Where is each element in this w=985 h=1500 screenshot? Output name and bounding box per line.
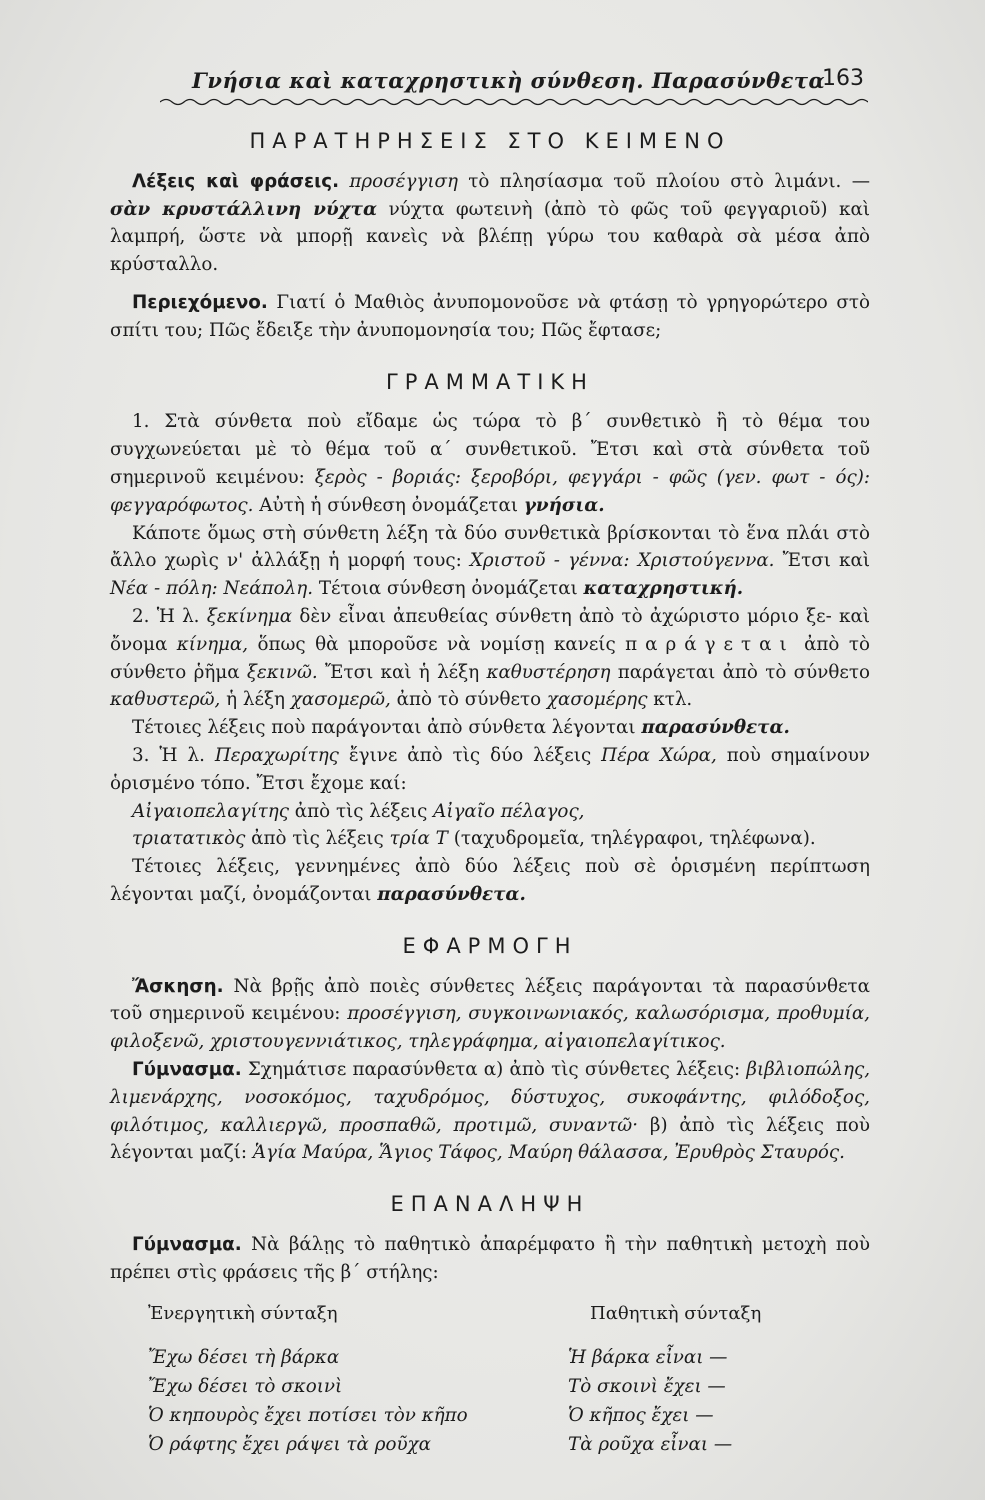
term-krystallini: σὰν κρυστάλλινη νύχτα bbox=[110, 198, 378, 220]
passive-phrase: Ἡ βάρκα εἶναι — bbox=[568, 1347, 728, 1369]
example-segment: Αἰγαιοπελαγίτης bbox=[132, 800, 289, 822]
paragraph-gymnasma-1 bbox=[110, 1056, 870, 1167]
section-title-application: ΕΦΑΡΜΟΓΗ bbox=[402, 933, 578, 958]
text-segment: ἡ λέξη bbox=[220, 689, 291, 711]
example-segment: καθυστερῶ, bbox=[110, 689, 221, 711]
active-phrase: Ὁ ράφτης ἔχει ράψει τὰ ροῦχα bbox=[148, 1434, 431, 1456]
active-phrase: Ἔχω δέσει τὸ σκοινὶ bbox=[148, 1376, 343, 1398]
example-segment: προσέγγιση, συγκοινωνιακός, καλωσόρισμα, προθυμία, φιλοξενῶ, χριστουγεννιάτικος, τηλεγράφημα, αἰγαιοπελαγίτικος. bbox=[110, 1003, 870, 1053]
example-segment: χασομέρης bbox=[546, 689, 648, 711]
text-segment: 3. Ἡ λ. bbox=[132, 744, 215, 766]
text-segment: (ταχυδρομεῖα, τηλέγραφοι, τηλέφωνα). bbox=[447, 828, 816, 850]
example-segment: βιβλιοπώλης, λιμενάρχης, νοσοκόμος, ταχυδρόμος, δύστυχος, συκοφάντης, φιλόδοξος, φιλότιμος, καλλιεργῶ, προσπαθῶ, προτιμῶ, συναντῶ· bbox=[110, 1058, 870, 1136]
page-number: 163 bbox=[822, 66, 864, 91]
text-segment: Γιατί ὁ Μαθιὸς ἀνυπομονοῦσε νὰ φτάσῃ τὸ γρηγορώτερο bbox=[267, 291, 837, 313]
paragraph-periexomeno bbox=[110, 289, 870, 345]
example-segment: τρία Τ bbox=[389, 828, 448, 850]
text-segment: Νὰ βάλῃς τὸ παθητικὸ ἀπαρέμφατο ἢ τὴν παθητικὴ μετοχὴ ποὺ πρέπει στὶς φράσεις τῆς β΄ στήλης: bbox=[110, 1233, 870, 1283]
term-gnisia: γνήσια. bbox=[523, 494, 605, 516]
text-segment: Νὰ βρῇς ἀπὸ ποιὲς σύνθετες λέξεις παράγονται τὰ παρασύνθετα τοῦ σημερινοῦ κειμένου: bbox=[110, 975, 870, 1025]
paragraph-grammar-3 bbox=[110, 603, 870, 714]
lead-gymnasma-2: Γύμνασμα. bbox=[132, 1233, 242, 1255]
text-segment: Σχημάτισε παρασύνθετα α) ἀπὸ τὶς σύνθετες λέξεις: bbox=[241, 1058, 747, 1080]
example-line-2 bbox=[132, 825, 870, 853]
text-segment: ἀπὸ τὶς λέξεις bbox=[245, 828, 390, 850]
text-segment: 1. Στὰ σύνθετα ποὺ εἴδαμε ὡς τώρα τὸ β΄ συνθετικὸ ἢ τὸ θέμα του συγχωνεύεται μὲ τὸ θέμα τοῦ α΄ συνθετικοῦ. Ἔτσι καὶ στὰ σύνθετα τοῦ σημερινοῦ κειμένου: bbox=[110, 411, 870, 488]
page-content bbox=[110, 128, 870, 1460]
text-segment: ; Πῶς ἔδειξε τὴν ἀνυπομονησία του; Πῶς ἔφτασε; bbox=[197, 319, 662, 341]
text-segment: ἀπὸ τὶς λέξεις bbox=[288, 800, 434, 822]
exercise-table-header bbox=[110, 1300, 870, 1334]
text-segment: β) ἀπὸ τὶς λέξεις ποὺ λέγονται μαζί: bbox=[110, 1114, 870, 1164]
section-title-revision: ΕΠΑΝΑΛΗΨΗ bbox=[390, 1192, 590, 1217]
example-segment: Νέα - πόλη: Νεάπολη. bbox=[110, 578, 314, 600]
text-segment: ἔγινε ἀπὸ τὶς δύο λέξεις bbox=[338, 744, 602, 766]
section-title-grammar: ΓΡΑΜΜΑΤΙΚΗ bbox=[386, 369, 594, 394]
text-segment: Κάποτε ὅμως στὴ σύνθετη λέξη τὰ δύο συνθετικὰ βρίσκονται τὸ ἕνα πλάι στὸ ἄλλο χωρὶς ν' ἀλλάξῃ ἡ μορφή τους: bbox=[110, 522, 870, 572]
paragraph-grammar-5 bbox=[110, 742, 870, 798]
page-header bbox=[160, 66, 868, 102]
text-segment: Τέτοιες λέξεις, γεννημένες ἀπὸ δύο λέξεις ποὺ σὲ ὁρισμένη περίπτωση λέγονται μαζί, ὀνομάζονται bbox=[110, 856, 870, 905]
passive-phrase: Τὸ σκοινὶ ἔχει — bbox=[568, 1376, 726, 1398]
paragraph-grammar-1 bbox=[110, 408, 870, 519]
active-phrase: Ὁ κηπουρὸς ἔχει ποτίσει τὸν κῆπο bbox=[148, 1405, 468, 1427]
example-line-1 bbox=[132, 798, 870, 826]
text-segment: ποὺ σημαίνουν ὁρισμένο τόπο. Ἔτσι ἔχομε καί: bbox=[110, 744, 870, 794]
example-segment: χασομερῶ, bbox=[290, 689, 391, 711]
example-segment: Χριστοῦ - γέννα: Χριστούγεννα. bbox=[469, 550, 775, 572]
text-segment: Ἔτσι καὶ bbox=[774, 550, 870, 572]
text-segment: Τέτοιες λέξεις ποὺ παράγονται ἀπὸ σύνθετα λέγονται bbox=[132, 717, 642, 739]
example-segment: Αἰγαῖο πέλαγος, bbox=[433, 800, 585, 822]
text-segment: Τέτοια σύνθεση ὀνομάζεται bbox=[313, 578, 584, 600]
example-segment: ξεκίνημα bbox=[206, 605, 293, 627]
table-row bbox=[110, 1402, 870, 1431]
text-segment: Αὐτὴ ἡ σύνθεση ὀνομάζεται bbox=[253, 494, 524, 516]
exercise-table bbox=[110, 1344, 870, 1460]
table-row bbox=[110, 1431, 870, 1460]
example-segment: ξεκινῶ. bbox=[246, 661, 318, 683]
running-title: Γνήσια καὶ καταχρηστικὴ σύνθεση. Παρασύνθετα bbox=[192, 68, 826, 93]
paragraph-grammar-6 bbox=[110, 853, 870, 909]
term-katachristiki: καταχρηστική. bbox=[583, 578, 744, 600]
text-segment: 2. Ἡ λ. bbox=[132, 605, 207, 627]
text-segment: τὸ πλησίασμα τοῦ πλοίου στὸ λιμάνι. — bbox=[457, 170, 870, 192]
text-segment: ὅπως θὰ μποροῦσε νὰ νομίσῃ κανείς bbox=[248, 633, 626, 655]
term-parasyntheta: παρασύνθετα. bbox=[641, 717, 790, 739]
text-segment: Ἔτσι καὶ ἡ λέξη bbox=[317, 661, 487, 683]
example-segment: κίνημα, bbox=[176, 633, 249, 655]
lead-askisi: Ἄσκηση. bbox=[132, 975, 224, 997]
example-segment: τριατατικὸς bbox=[132, 828, 246, 850]
paragraph-grammar-4 bbox=[110, 714, 870, 742]
lead-lexeis: Λέξεις καὶ φράσεις. bbox=[132, 170, 340, 192]
passive-phrase: Ὁ κῆπος ἔχει — bbox=[568, 1405, 714, 1427]
column-head-passive: Παθητικὴ σύνταξη bbox=[590, 1303, 762, 1325]
text-segment: ἀπὸ τὸ σύνθετο ῥῆμα bbox=[110, 633, 870, 683]
table-row bbox=[110, 1373, 870, 1402]
lead-periexomeno: Περιεχόμενο. bbox=[132, 291, 268, 313]
text-segment: νύχτα φωτεινὴ (ἀπὸ τὸ φῶς τοῦ φεγγαριοῦ) καὶ λαμπρή, ὥστε νὰ μπορῇ κανεὶς νὰ βλέπῃ γύρω του καθαρὰ σὰ μέσα ἀπὸ κρύσταλλο. bbox=[110, 198, 870, 276]
table-row bbox=[110, 1344, 870, 1373]
text-segment: στὸ σπίτι του bbox=[110, 291, 870, 341]
text-segment: κτλ. bbox=[647, 689, 693, 711]
spaced-word: παράγεται bbox=[625, 633, 795, 655]
column-head-active: Ἐνεργητικὴ σύνταξη bbox=[148, 1303, 338, 1325]
passive-phrase: Τὰ ροῦχα εἶναι — bbox=[568, 1434, 733, 1456]
text-segment: δὲν εἶναι ἀπευθείας σύνθετη ἀπὸ τὸ ἀχώριστο μόριο ξε- καὶ ὄνομα bbox=[110, 605, 870, 655]
paragraph-lexeis bbox=[110, 168, 870, 279]
active-phrase: Ἔχω δέσει τὴ βάρκα bbox=[148, 1347, 340, 1369]
example-segment: Περαχωρίτης bbox=[214, 744, 339, 766]
section-title-observations: ΠΑΡΑΤΗΡΗΣΕΙΣ ΣΤΟ ΚΕΙΜΕΝΟ bbox=[249, 129, 731, 153]
paragraph-grammar-2 bbox=[110, 520, 870, 603]
wavy-rule bbox=[160, 96, 868, 108]
example-segment: καθυστέρηση bbox=[486, 661, 611, 683]
term-prosengisi: προσέγγιση bbox=[349, 170, 458, 192]
paragraph-gymnasma-2 bbox=[110, 1231, 870, 1287]
text-segment: ἀπὸ τὸ σύνθετο bbox=[390, 689, 547, 711]
paragraph-askisi bbox=[110, 973, 870, 1056]
example-segment: Πέρα Χώρα, bbox=[601, 744, 717, 766]
lead-gymnasma: Γύμνασμα. bbox=[132, 1058, 242, 1080]
text-segment: παράγεται ἀπὸ τὸ σύνθετο bbox=[610, 661, 870, 683]
term-parasyntheta: παρασύνθετα. bbox=[377, 883, 526, 905]
example-segment: Ἁγία Μαύρα, Ἅγιος Τάφος, Μαύρη θάλασσα, Ἐρυθρὸς Σταυρός. bbox=[252, 1142, 845, 1164]
example-segment: ξερὸς - βοριάς: ξεροβόρι, φεγγάρι - φῶς (γεν. φωτ - ός): φεγγαρόφωτος. bbox=[110, 466, 870, 516]
